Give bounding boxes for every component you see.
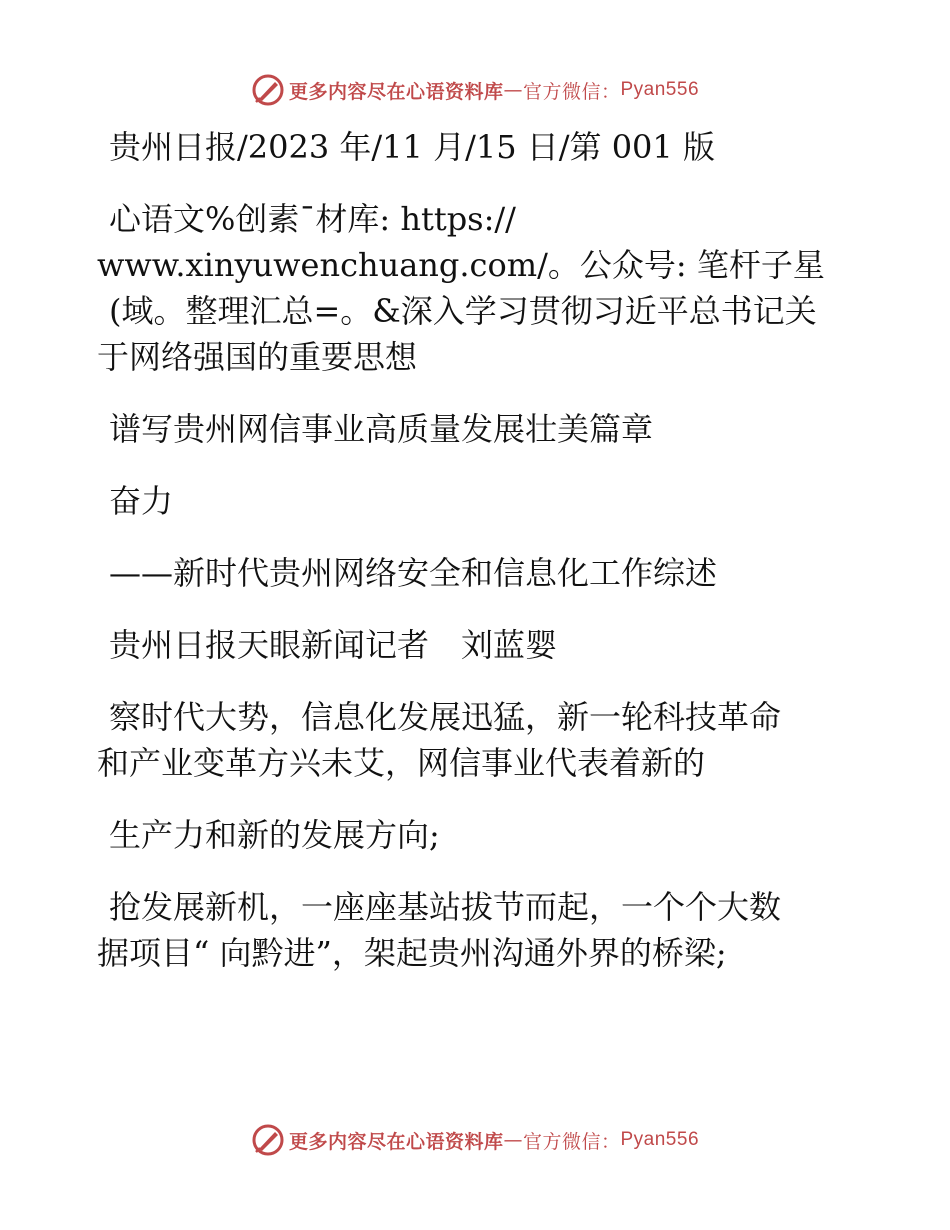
watermark-wechat-label: 官方微信： [522,80,621,103]
watermark-main-text: 更多内容尽在心语资料库 [288,80,504,103]
paragraph-line: 和产业变革方兴未艾，网信事业代表着新的 [97,744,706,782]
watermark-wechat-label: 官方微信： [522,1130,621,1153]
paragraph-line: 据项目“ 向黔进”，架起贵州沟通外界的桥梁; [97,934,727,972]
bottom-watermark [0,1120,950,1160]
source-line: 心语文%创素¯材库: https:// [109,200,516,238]
quill-logo-icon [251,1123,285,1157]
paragraph-line: 生产力和新的发展方向; [109,816,440,854]
watermark-dash: — [503,1129,523,1151]
source-line: (域。整理汇总=。&深入学习贯彻习近平总书记关 [109,292,817,330]
source-line: 于网络强国的重要思想 [97,338,418,376]
quill-logo-icon [251,73,285,107]
byline: 贵州日报天眼新闻记者 刘蓝婴 [109,626,558,664]
watermark-wechat-id: Pyan556 [620,1129,700,1150]
watermark-dash: — [503,79,523,101]
dateline: 贵州日报/2023 年/11 月/15 日/第 001 版 [109,128,715,166]
headline: 谱写贵州网信事业高质量发展壮美篇章 [109,410,654,448]
watermark-main-text: 更多内容尽在心语资料库 [288,1130,504,1153]
paragraph-line: 抢发展新机，一座座基站拔节而起，一个个大数 [109,888,782,926]
kicker: 奋力 [109,482,174,520]
watermark-wechat-id: Pyan556 [620,79,700,100]
paragraph-line: 察时代大势，信息化发展迅猛，新一轮科技革命 [109,698,782,736]
subheadline: ——新时代贵州网络安全和信息化工作综述 [109,554,718,592]
document-body [97,124,857,976]
source-line: www.xinyuwenchuang.com/。公众号: 笔杆子星 [97,246,825,284]
top-watermark [0,70,950,110]
